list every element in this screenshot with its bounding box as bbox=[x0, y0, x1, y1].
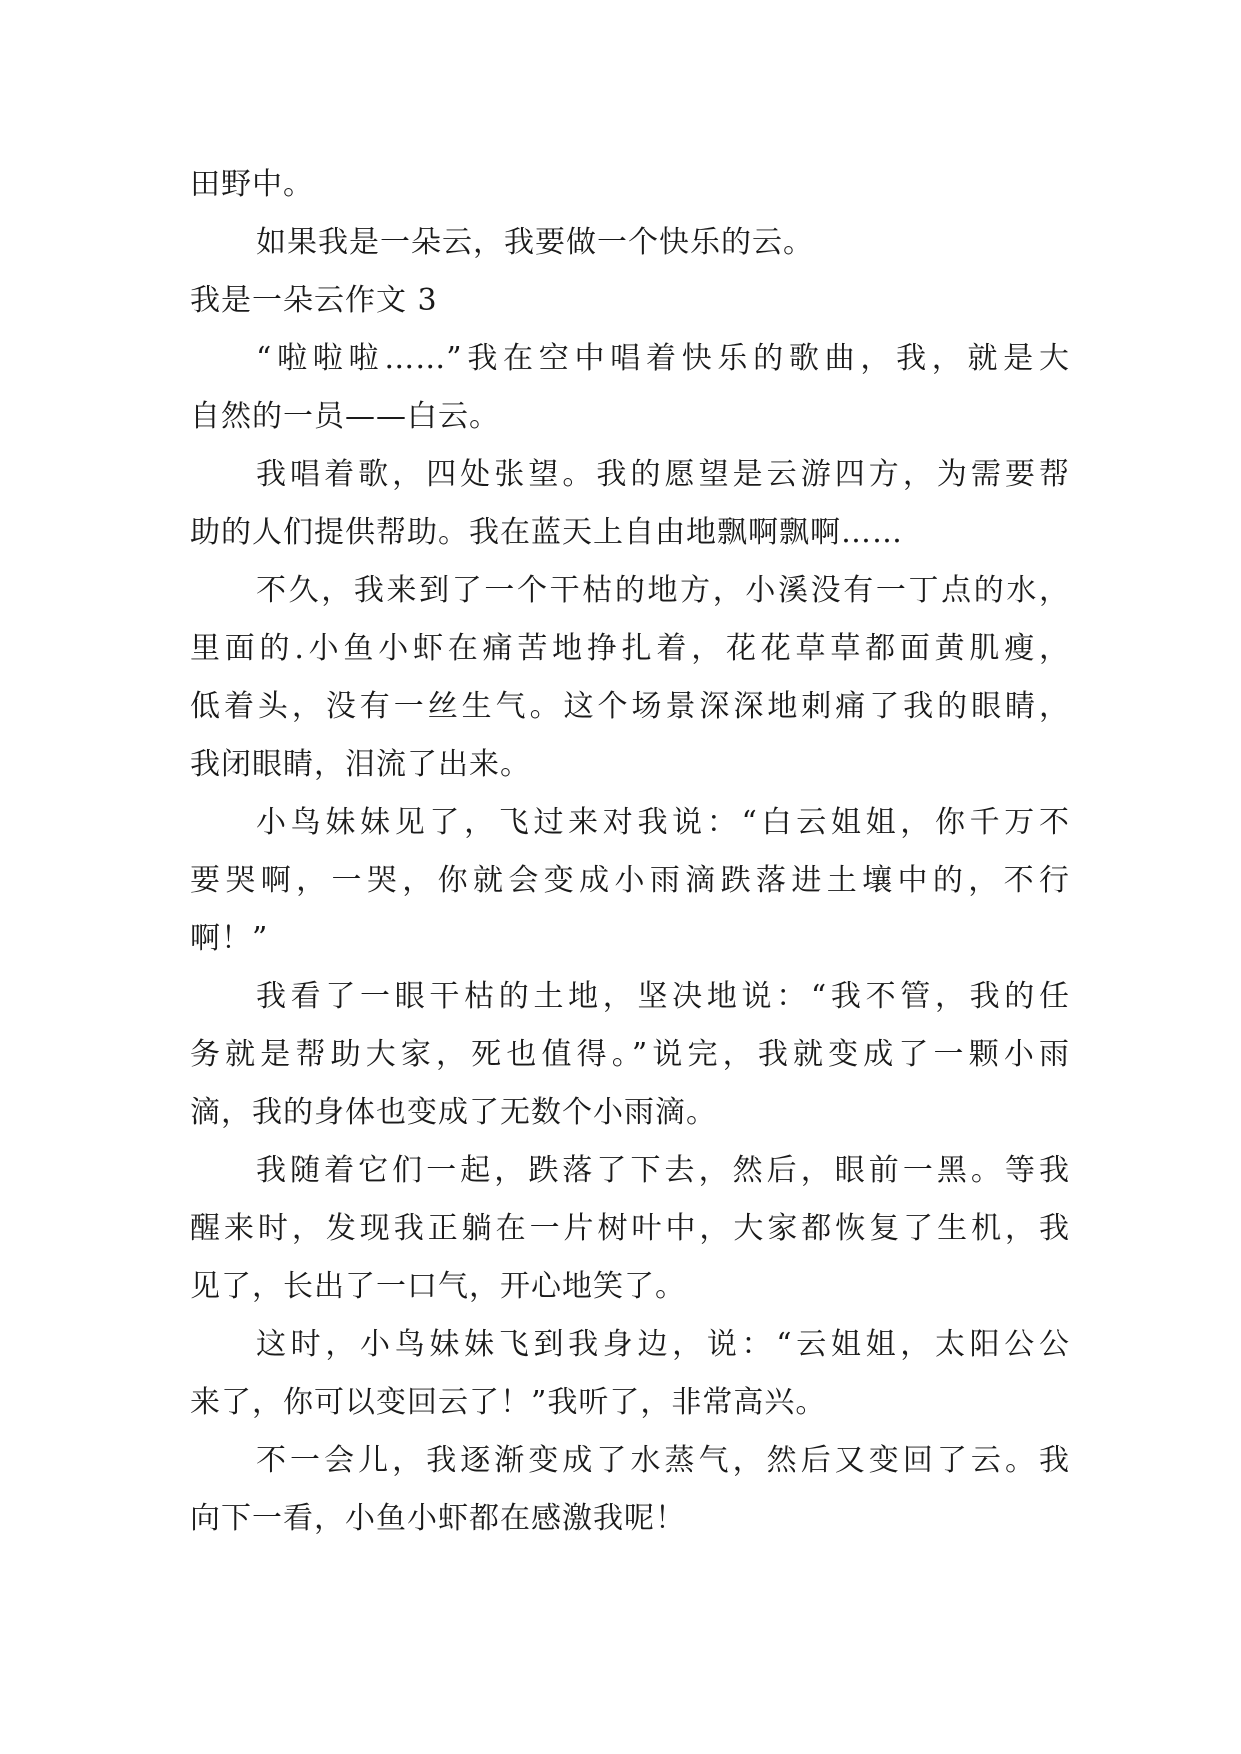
text-line: 小鸟妹妹见了，飞过来对我说：“白云姐姐，你千万不 bbox=[256, 805, 1070, 840]
text-line: 见了，长出了一口气，开心地笑了。 bbox=[190, 1269, 686, 1304]
text-line: 不久，我来到了一个干枯的地方，小溪没有一丁点的水， bbox=[256, 573, 1070, 608]
text-line: 这时，小鸟妹妹飞到我身边，说：“云姐姐，太阳公公 bbox=[256, 1327, 1070, 1362]
section-heading: 我是一朵云作文 3 bbox=[190, 283, 438, 318]
text-line: 滴，我的身体也变成了无数个小雨滴。 bbox=[190, 1095, 717, 1130]
text-line: 田野中。 bbox=[190, 167, 314, 202]
text-line: 自然的一员——白云。 bbox=[190, 399, 500, 434]
text-line: 向下一看，小鱼小虾都在感激我呢！ bbox=[190, 1501, 686, 1536]
text-line: 低着头，没有一丝生气。这个场景深深地刺痛了我的眼睛， bbox=[190, 689, 1070, 724]
text-line: 要哭啊，一哭，你就会变成小雨滴跌落进土壤中的，不行 bbox=[190, 863, 1070, 898]
text-line: 不一会儿，我逐渐变成了水蒸气，然后又变回了云。我 bbox=[256, 1443, 1070, 1478]
text-line: 我随着它们一起，跌落了下去，然后，眼前一黑。等我 bbox=[256, 1153, 1070, 1188]
text-line: “啦啦啦……”我在空中唱着快乐的歌曲，我，就是大 bbox=[256, 341, 1070, 376]
text-line: 来了，你可以变回云了！”我听了，非常高兴。 bbox=[190, 1385, 827, 1420]
text-line: 我唱着歌，四处张望。我的愿望是云游四方，为需要帮 bbox=[256, 457, 1070, 492]
text-line: 里面的.小鱼小虾在痛苦地挣扎着，花花草草都面黄肌瘦， bbox=[190, 631, 1070, 666]
text-line: 醒来时，发现我正躺在一片树叶中，大家都恢复了生机，我 bbox=[190, 1211, 1070, 1246]
text-line: 务就是帮助大家，死也值得。”说完，我就变成了一颗小雨 bbox=[190, 1037, 1070, 1072]
text-line: 助的人们提供帮助。我在蓝天上自由地飘啊飘啊…… bbox=[190, 515, 903, 550]
text-line: 我闭眼睛，泪流了出来。 bbox=[190, 747, 531, 782]
text-line: 如果我是一朵云，我要做一个快乐的云。 bbox=[256, 225, 814, 260]
text-line: 啊！” bbox=[190, 921, 269, 956]
text-line: 我看了一眼干枯的土地，坚决地说：“我不管，我的任 bbox=[256, 979, 1070, 1014]
